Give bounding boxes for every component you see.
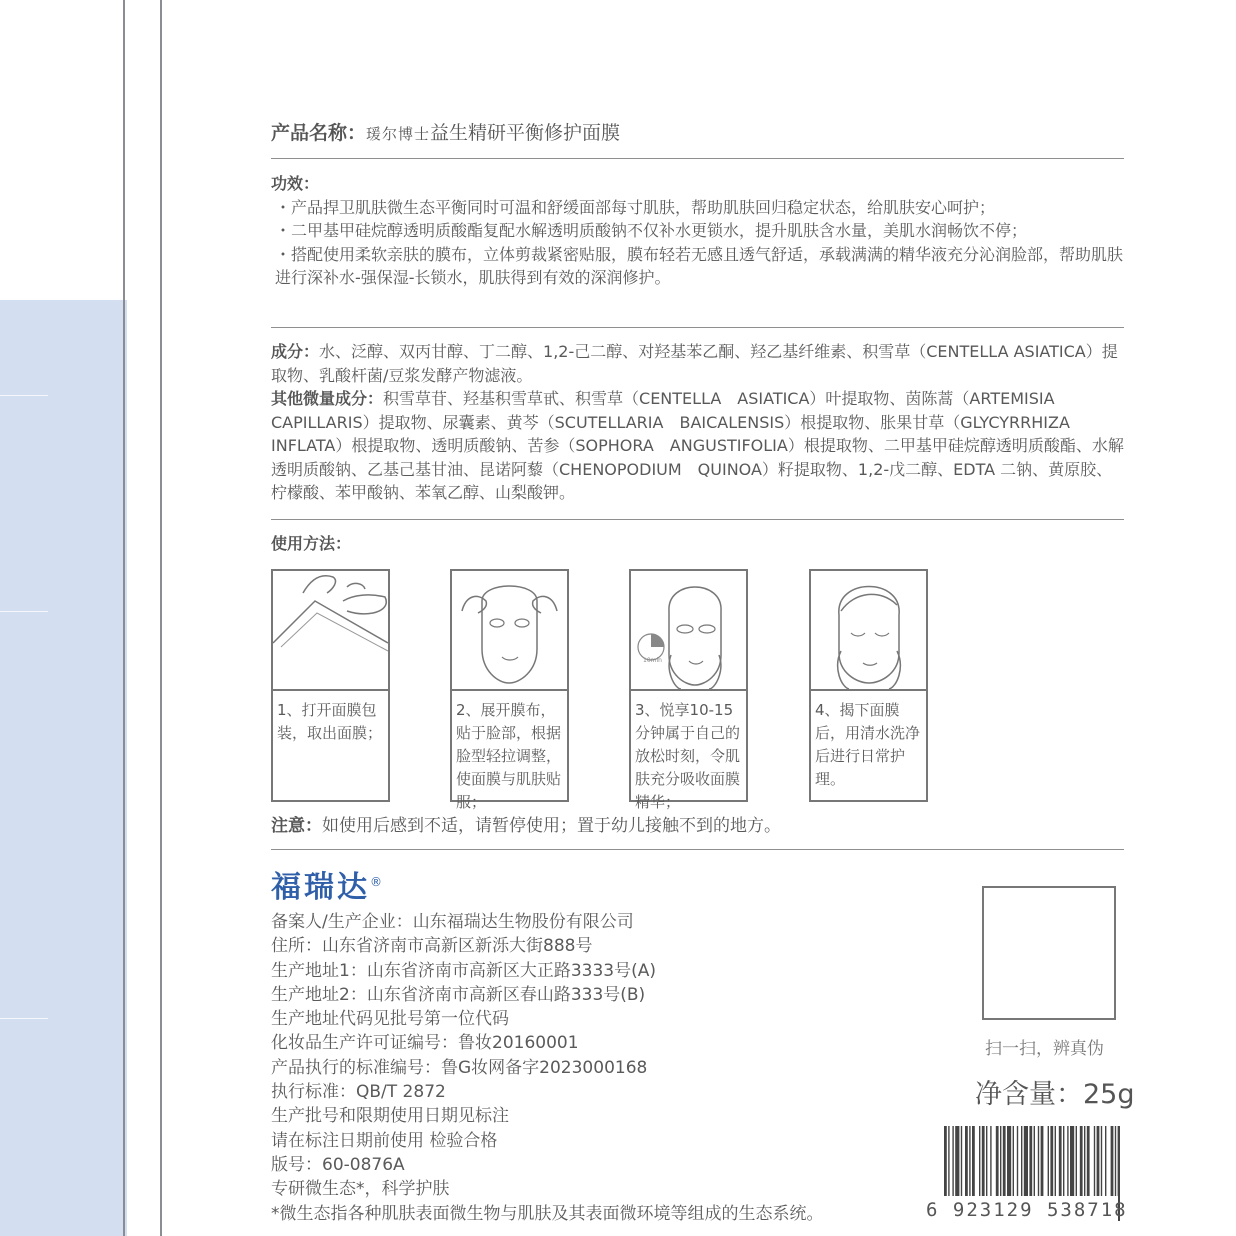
apply-mask-illustration bbox=[452, 571, 567, 691]
net-content: 净含量：25g bbox=[975, 1079, 1135, 1110]
info-line: 版号：60-0876A bbox=[271, 1154, 405, 1175]
divider bbox=[271, 158, 1124, 159]
brand-name: 瑗尔博士 bbox=[366, 125, 431, 143]
step-caption: 3、悦享10-15分钟属于自己的放松时刻，令肌肤充分吸收面膜精华； bbox=[635, 701, 741, 811]
brand-logo-text: 福瑞达 bbox=[271, 870, 370, 905]
panel-divider bbox=[0, 611, 48, 612]
usage-step bbox=[271, 569, 390, 802]
info-line: 产品执行的标准编号：鲁G妆网备字2023000168 bbox=[271, 1057, 648, 1078]
trace-ingredients-label: 其他微量成分： bbox=[271, 389, 384, 408]
step-caption: 4、揭下面膜后，用清水洗净后进行日常护理。 bbox=[815, 701, 921, 788]
trace-ingredients-text: 积雪草苷、羟基积雪草甙、积雪草（CENTELLA ASIATICA）叶提取物、茵陈蒿（ARTEMISIA CAPILLARIS）提取物、尿囊素、黄芩（SCUTELLARIA BAICALENSIS）根提取物、胀果甘草（GLYCYRRHIZA INFLATA）根提取物、透明质酸钠、苦参（SOPHORA ANGUSTIFOLIA）根提取物、二甲基甲硅烷醇透明质酸酯、水解透明质酸钠、乙基己基甘油、昆诺阿藜（CHENOPODIUM QUINOA）籽提取物、1,2-戊二醇、EDTA 二钠、黄原胶、柠檬酸、苯甲酸钠、苯氧乙醇、山梨酸钾。 bbox=[271, 389, 1124, 502]
divider bbox=[271, 849, 1124, 850]
notice-text: 如使用后感到不适，请暂停使用；置于幼儿接触不到的地方。 bbox=[322, 816, 781, 836]
usage-step bbox=[629, 569, 748, 811]
product-name: 益生精研平衡修护面膜 bbox=[430, 122, 621, 144]
info-line: 专研微生态*，科学护肤 bbox=[271, 1179, 450, 1200]
ingredients-label: 成分： bbox=[271, 342, 320, 361]
info-line: 生产地址1：山东省济南市高新区大正路3333号(A) bbox=[271, 960, 656, 981]
company-info bbox=[271, 910, 824, 1226]
usage-step bbox=[450, 569, 569, 811]
fold-line-right bbox=[160, 0, 162, 1236]
efficacy-title: 功效： bbox=[271, 174, 320, 193]
step-caption: 2、展开膜布，贴于脸部，根据脸型轻拉调整，使面膜与肌肤贴服； bbox=[456, 701, 562, 811]
info-line: 备案人/生产企业：山东福瑞达生物股份有限公司 bbox=[271, 912, 634, 932]
efficacy-bullet: ・搭配使用柔软亲肤的膜布，立体剪裁紧密贴服，膜布轻若无感且透气舒适，承载满满的精华液充分沁润脸部，帮助肌肤进行深补水-强保湿-长锁水，肌肤得到有效的深润修护。 bbox=[275, 244, 1124, 287]
divider bbox=[271, 519, 1124, 520]
efficacy-section bbox=[271, 172, 1124, 290]
ingredients-text: 水、泛醇、双丙甘醇、丁二醇、1,2-己二醇、对羟基苯乙酮、羟乙基纤维素、积雪草（CENTELLA ASIATICA）提取物、乳酸杆菌/豆浆发酵产物滤液。 bbox=[271, 342, 1118, 385]
efficacy-bullet: ・产品捍卫肌肤微生态平衡同时可温和舒缓面部每寸肌肤，帮助肌肤回归稳定状态，给肌肤安心呵护； bbox=[275, 197, 996, 217]
product-name-label: 产品名称： bbox=[271, 122, 367, 144]
scan-verify-text: 扫一扫，辨真伪 bbox=[985, 1039, 1104, 1059]
info-line: *微生态指各种肌肤表面微生物与肌肤及其表面微环境等组成的生态系统。 bbox=[271, 1203, 824, 1224]
fold-line-left bbox=[123, 0, 125, 1236]
divider bbox=[271, 327, 1124, 328]
info-line: 生产地址2：山东省济南市高新区春山路333号(B) bbox=[271, 984, 646, 1005]
usage-step bbox=[809, 569, 928, 802]
step-caption: 1、打开面膜包装，取出面膜； bbox=[277, 701, 383, 742]
panel-divider bbox=[0, 1018, 48, 1019]
registered-mark: ® bbox=[370, 875, 385, 889]
ingredients-section bbox=[271, 340, 1124, 505]
info-line: 住所：山东省济南市高新区新泺大街888号 bbox=[271, 936, 593, 957]
info-line: 生产批号和限期使用日期见标注 bbox=[271, 1106, 509, 1127]
notice bbox=[271, 815, 781, 839]
brand-logo bbox=[271, 862, 385, 906]
wait-mask-illustration bbox=[631, 571, 746, 691]
qr-code-area[interactable] bbox=[982, 886, 1116, 1020]
info-line: 生产地址代码见批号第一位代码 bbox=[271, 1009, 509, 1030]
panel-divider bbox=[0, 395, 48, 396]
barcode-number: 6 923129 538718 bbox=[926, 1199, 1128, 1221]
remove-mask-illustration bbox=[811, 571, 926, 691]
side-panel bbox=[0, 300, 127, 1236]
usage-title: 使用方法： bbox=[271, 534, 352, 553]
info-line: 请在标注日期前使用 检验合格 bbox=[271, 1130, 498, 1151]
product-name-line bbox=[271, 118, 620, 145]
notice-label: 注意： bbox=[271, 816, 322, 836]
open-package-illustration bbox=[273, 571, 388, 691]
timer-label: 10min bbox=[643, 657, 662, 664]
efficacy-bullet: ・二甲基甲硅烷醇透明质酸酯复配水解透明质酸钠不仅补水更锁水，提升肌肤含水量，美肌水润畅饮不停； bbox=[275, 221, 1028, 240]
info-line: 执行标准：QB/T 2872 bbox=[271, 1082, 446, 1103]
info-line: 化妆品生产许可证编号：鲁妆20160001 bbox=[271, 1033, 579, 1054]
